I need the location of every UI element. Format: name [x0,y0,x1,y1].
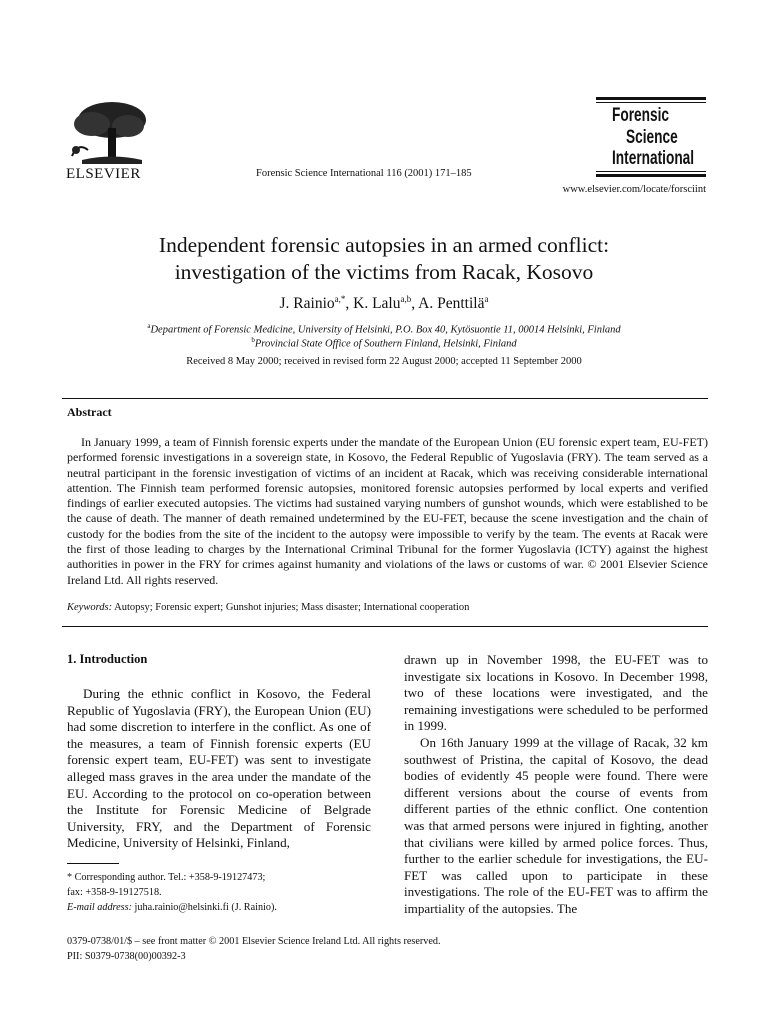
masthead-word-2: Science [626,127,678,148]
intro-paragraph: During the ethnic conflict in Kosovo, the Federal Republic of Yugoslavia (FRY), the European Union (EU) had some discretion to interfere in the conflict. As one of the measures, a team of Finnish forensic experts (EU forensic expert team, EU-FET) was sent to investigate alleged mass graves in the area under the mandate of the EU. According to the protocol on co-operation between the Institute for Forensic Medicine of Belgrade University, FRY, and the Department of Forensic Medicine, University of Helsinki, Finland, [67,686,371,851]
footnote-line-2: fax: +358-9-19127518. [67,887,162,898]
divider-bottom [62,626,708,627]
divider-top [62,398,708,399]
elsevier-tree-logo [62,98,154,168]
footnote-rule [67,863,119,864]
right-column-text [404,652,708,918]
author-name: K. Lalu [353,295,401,313]
masthead-word-1: Forensic [612,105,670,126]
keywords-line [67,602,469,613]
abstract-text: In January 1999, a team of Finnish forensic experts under the mandate of the European Union (EU forensic expert team, EU-FET) performed forensic investigations in a sovereign state, in Kosovo, the Federal Republic of Yugoslavia (FRY). The team served as a neutral participant in the forensic investigation of victims of an incident at Racak, which was receiving considerable international attention. The Finnish team performed forensic autopsies, monitored forensic autopsies performed by local experts and verified findings of earlier executed autopsies. The victims had sustained varying numbers of gunshot wounds, which were established to be the cause of death. The manner of death remained undetermined by the EU-FET, because the scene investigation and the chain of custody for the bodies from the site of the incident to the autopsy were impossible to verify by the team. The events at Racak were the first of those leading to charges by the International Criminal Tribunal for the former Yugoslavia (ICTY) against the highest authorities in power in the FRY for crimes against humanity and violations of the laws or customs of war. © 2001 Elsevier Science Ireland Ltd. All rights reserved. [67,435,708,587]
affil-mark: a [147,322,151,330]
corresponding-author-footnote [67,870,367,915]
journal-masthead [596,97,706,177]
keywords-list: Autopsy; Forensic expert; Gunshot injuries; Mass disaster; International cooperation [114,602,470,613]
email-label: E-mail address: [67,902,132,913]
copyright-line: 0379-0738/01/$ – see front matter © 2001 Elsevier Science Ireland Ltd. All rights reserved. [67,936,441,947]
author-sup: a [484,294,489,304]
journal-url[interactable]: www.elsevier.com/locate/forsciint [562,184,706,195]
email-value[interactable]: juha.rainio@helsinki.fi (J. Rainio). [134,902,277,913]
publisher-name: ELSEVIER [66,166,141,182]
section-heading-introduction: 1. Introduction [67,652,148,666]
author-list: J. Rainio$^{a,*}$, K. Lalu$^{a,b}$, A. Penttilä$^a$ [279,294,489,313]
footnote-line-1: * Corresponding author. Tel.: +358-9-19127473; [67,872,266,883]
affil-mark: b [251,336,255,344]
received-dates: Received 8 May 2000; received in revised form 22 August 2000; accepted 11 September 2000 [186,356,582,367]
masthead-word-3: International [612,148,695,169]
affil-text: Department of Forensic Medicine, University of Helsinki, P.O. Box 40, Kytösuontie 11, 00014 Helsinki, Finland [150,324,621,336]
copyright-block [67,934,441,964]
keywords-label: Keywords: [67,602,113,613]
author-sup: a,b [400,294,412,304]
affiliation-a [0,322,768,336]
abstract-heading: Abstract [67,405,112,419]
title-line-2: investigation of the victims from Racak, Kosovo [174,260,594,284]
intro-paragraph-cont: drawn up in November 1998, the EU-FET was to investigate six locations in Kosovo. In December 1998, two of these locations were investigated, and the remaining investigations were scheduled to be performed in 1999. [404,652,708,734]
journal-reference: Forensic Science International 116 (2001) 171–185 [256,168,472,179]
title-line-1: Independent forensic autopsies in an armed conflict: [158,233,610,257]
affiliation-b [0,336,768,350]
footnote-email [67,900,367,915]
article-title [0,232,768,286]
author-name: A. Penttilä [418,295,485,313]
affil-text: Provincial State Office of Southern Finland, Helsinki, Finland [254,338,517,350]
author-sup: a,* [334,294,346,304]
author-name: J. Rainio [279,295,335,313]
left-column-text [67,686,371,852]
pii-line: PII: S0379-0738(00)00392-3 [67,951,186,962]
intro-paragraph: On 16th January 1999 at the village of Racak, 32 km southwest of Pristina, the capital of Kosovo, the dead bodies of evidently 45 people were found. There were different versions about the course of events from different parties of the ethnic conflict. One contention was that armed persons were injured in fighting, another that civilians were killed by armed police forces. Thus, further to the earlier schedule for investigations, the EU-FET was called upon to participate in these investigations. The role of the EU-FET was to affirm the impartiality of the autopsies. The [404,734,708,916]
